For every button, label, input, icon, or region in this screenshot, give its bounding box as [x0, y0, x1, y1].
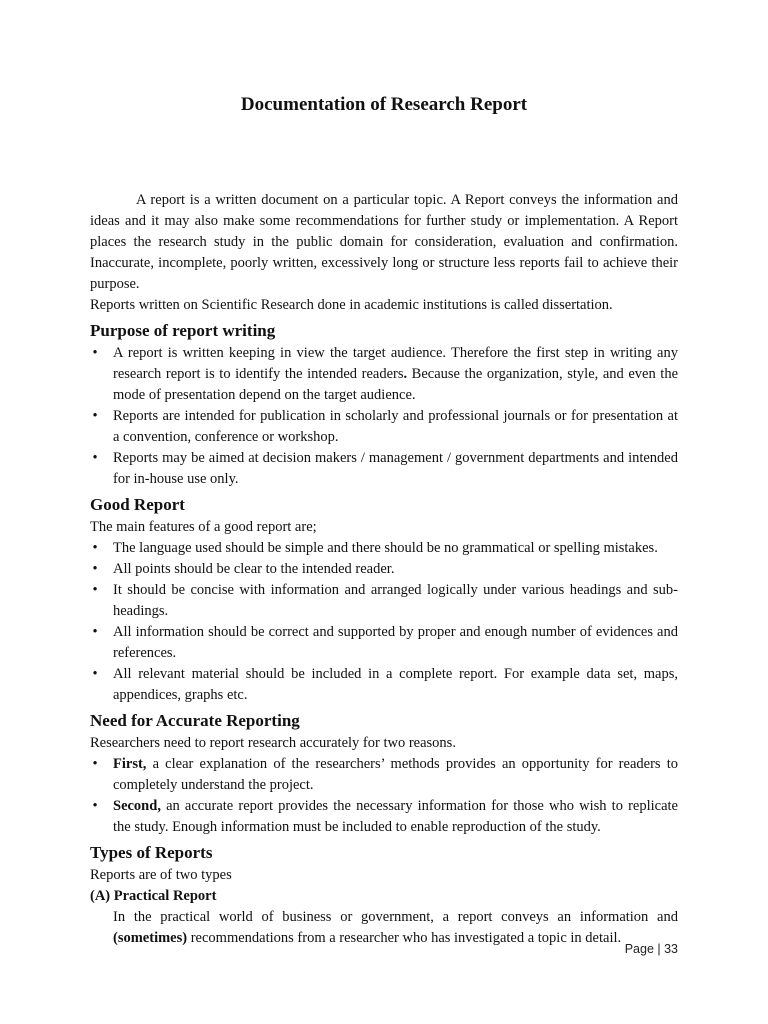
bullet-icon: •: [92, 561, 98, 577]
intro-paragraph: A report is a written document on a particular topic. A Report conveys the information and ideas and it may also make some recommendations for further study or implementation. A Report places the research study in the public domain for consideration, evaluation and confirmation. Inaccurate, incomplete, poorly written, excessively long or structure less reports fail to achieve their purpose.: [90, 192, 678, 292]
list-item: [90, 559, 678, 580]
purpose-bullet-2-text: Reports are intended for publication in scholarly and professional journals or for presentation at a convention, conference or workshop.: [113, 408, 678, 445]
accurate-bullet-1-text: a clear explanation of the researchers’ methods provides an opportunity for readers to completely understand the project.: [113, 756, 678, 793]
good-bullet-5-text: All relevant material should be included in a complete report. For example data set, maps, appendices, graphs etc.: [113, 666, 678, 703]
heading-accurate-reporting: Need for Accurate Reporting: [90, 711, 300, 730]
bullet-icon: •: [92, 666, 98, 682]
list-item: [90, 796, 678, 838]
accurate-bullet-1-lead: First,: [113, 756, 147, 772]
list-item: [90, 622, 678, 664]
purpose-bullet-1-period: .: [403, 366, 408, 382]
accurate-intro: Researchers need to report research accurately for two reasons.: [90, 735, 456, 751]
bullet-icon: •: [92, 345, 98, 361]
bullet-icon: •: [92, 540, 98, 556]
page-number: Page | 33: [624, 942, 678, 956]
purpose-bullet-3-text: Reports may be aimed at decision makers / management / government departments and intended for in-house use only.: [113, 450, 678, 487]
page-content: [90, 92, 678, 949]
purpose-bullet-1-rest: Because the organization, style, and even the mode of presentation depend on the target audience.: [113, 366, 679, 403]
accurate-bullet-2-lead: Second,: [113, 798, 161, 814]
good-bullet-2-text: All points should be clear to the intended reader.: [113, 561, 395, 577]
bullet-icon: •: [92, 756, 98, 772]
list-item: [90, 343, 678, 406]
bullet-icon: •: [92, 450, 98, 466]
practical-text-1: In the practical world of business or government, a report conveys an information and: [113, 909, 678, 925]
heading-good-report: Good Report: [90, 495, 185, 514]
bullet-icon: •: [92, 624, 98, 640]
heading-types-of-reports: Types of Reports: [90, 843, 213, 862]
bullet-icon: •: [92, 798, 98, 814]
types-intro: Reports are of two types: [90, 867, 232, 883]
practical-report-text: [90, 907, 678, 949]
purpose-bullet-1-text: A report is written keeping in view the target audience. Therefore the first step in writing any research report is to identify the intended readers: [113, 345, 678, 382]
subheading-practical-report: [90, 886, 678, 907]
accurate-bullet-2-text: an accurate report provides the necessary information for those who wish to replicate the study. Enough information must be included to enable reproduction of the study.: [113, 798, 678, 835]
subheading-label: (A): [90, 888, 111, 904]
subheading-title: Practical Report: [113, 888, 217, 904]
bullet-icon: •: [92, 582, 98, 598]
good-report-intro: The main features of a good report are;: [90, 519, 317, 535]
practical-text-2: recommendations from a researcher who has investigated a topic in detail.: [187, 930, 622, 946]
bullet-icon: •: [92, 408, 98, 424]
intro-dissertation-line: Reports written on Scientific Research done in academic institutions is called dissertation.: [90, 297, 613, 313]
list-item: [90, 406, 678, 448]
good-bullet-3-text: It should be concise with information and arranged logically under various headings and sub-headings.: [113, 582, 678, 619]
good-report-list: [90, 538, 678, 706]
heading-purpose: Purpose of report writing: [90, 321, 276, 340]
good-bullet-4-text: All information should be correct and supported by proper and enough number of evidences and references.: [113, 624, 678, 661]
list-item: [90, 580, 678, 622]
page-title: Documentation of Research Report: [240, 94, 528, 115]
accurate-list: [90, 754, 678, 838]
list-item: [90, 538, 678, 559]
purpose-list: [90, 343, 678, 490]
good-bullet-1-text: The language used should be simple and there should be no grammatical or spelling mistakes.: [113, 540, 658, 556]
list-item: [90, 448, 678, 490]
practical-text-bold: (sometimes): [113, 930, 188, 946]
list-item: [90, 664, 678, 706]
list-item: [90, 754, 678, 796]
